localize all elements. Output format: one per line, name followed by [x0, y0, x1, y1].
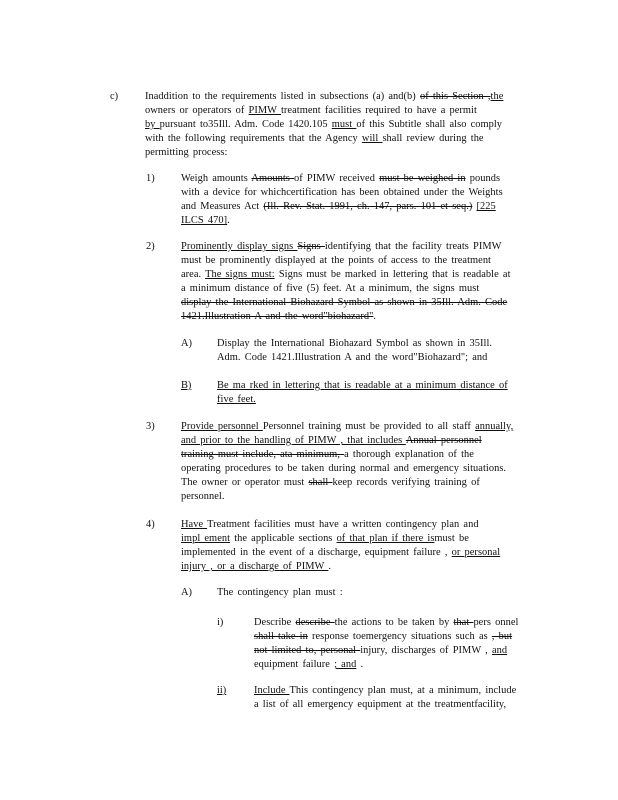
text-run: owners or operators of: [145, 105, 249, 116]
inserted-text: by: [145, 119, 160, 130]
deleted-text: (Ill. Rev. Stat. 1991, ch. 147, pars. 101 et seq.): [263, 201, 473, 212]
inserted-text: the: [490, 91, 504, 102]
item-marker-4: 4): [146, 519, 155, 530]
text-run: This contingency plan must, at a minimum, include: [289, 685, 517, 696]
inserted-text: and: [491, 645, 508, 656]
text-run: .: [356, 659, 364, 670]
text-run: response toemergency situations such as: [307, 631, 492, 642]
inserted-text: [225: [476, 201, 496, 212]
text-line: [181, 173, 500, 185]
text-run: equipment failure: [254, 659, 335, 670]
text-line: [217, 394, 256, 406]
text-run: and Measures Act: [181, 201, 264, 212]
text-run: Treatment facilities must have a written contingency plan and: [207, 519, 479, 530]
text-line: [254, 685, 516, 697]
text-run: Signs must be marked in lettering that is readable at: [274, 269, 511, 280]
text-line: [181, 561, 331, 573]
item-marker-2b: B): [181, 380, 192, 391]
text-line: [181, 255, 491, 267]
text-line: [145, 147, 227, 159]
item-marker-2: 2): [146, 241, 155, 252]
text-line: [181, 215, 230, 227]
deleted-text: must be weighed in: [379, 173, 466, 184]
deleted-text: not limited to, personal: [254, 645, 361, 656]
text-line: [254, 631, 512, 643]
text-run: a thorough explanation of the: [344, 449, 474, 460]
item-marker-3: 3): [146, 421, 155, 432]
text-line: [217, 352, 487, 364]
text-run: Weigh amounts: [181, 173, 252, 184]
text-run: injury, discharges of PIMW ,: [360, 645, 492, 656]
inserted-text: will: [361, 133, 383, 144]
deleted-text: shall: [308, 477, 333, 488]
text-line: [181, 421, 513, 433]
text-run: .: [328, 561, 332, 572]
deleted-text: Amounts: [251, 173, 295, 184]
text-run: operating procedures to be taken during normal and emergency situations.: [181, 463, 507, 474]
text-line: [217, 380, 508, 392]
deleted-text: Annual personnel: [405, 435, 482, 446]
text-run: of PIMW received: [294, 173, 380, 184]
text-line: [254, 617, 518, 629]
text-line: [181, 463, 506, 475]
text-line: [217, 338, 492, 350]
inserted-text: injury , or a discharge of PIMW: [181, 561, 329, 572]
inserted-text: Include: [254, 685, 290, 696]
inserted-text: or personal: [451, 547, 501, 558]
text-line: [181, 533, 469, 545]
inserted-text: of that plan if there is: [336, 533, 435, 544]
deleted-text: training must include, ata minimum,: [181, 449, 345, 460]
text-run: shall review during the: [382, 133, 484, 144]
inserted-text: Be ma rked in lettering that is readable at a minimum distance of: [217, 380, 508, 391]
deleted-text: display the International Biohazard Symbol as shown in 35Ill. Adm. Code: [181, 297, 508, 308]
item-marker-1: 1): [146, 173, 155, 184]
item-marker-4ai: i): [217, 617, 224, 628]
text-line: [181, 201, 496, 213]
deleted-text: Signs: [297, 241, 325, 252]
text-run: Describe: [254, 617, 296, 628]
deleted-text: 1421.Illustration A and the word"biohazard": [181, 311, 374, 322]
text-run: of this Subtitle shall also comply: [356, 119, 503, 130]
item-marker-2a: A): [181, 338, 192, 349]
text-line: [181, 283, 479, 295]
text-run: must be: [434, 533, 469, 544]
text-run: identifying that the facility treats PIMW: [324, 241, 502, 252]
text-run: personnel.: [181, 491, 225, 502]
text-run: pers onnel: [473, 617, 519, 628]
inserted-text: Have: [181, 519, 208, 530]
text-run: The owner or operator must: [181, 477, 309, 488]
deleted-text: of this Section ,: [419, 91, 491, 102]
inserted-text: annually,: [475, 421, 514, 432]
text-run: The contingency plan must :: [217, 587, 343, 598]
text-line: [181, 269, 511, 281]
inserted-text: PIMW: [248, 105, 281, 116]
text-run: Adm. Code 1421.Illustration A and the word"Biohazard"; and: [217, 352, 488, 363]
text-run: keep records verifying training of: [332, 477, 480, 488]
deleted-text: describe: [295, 617, 335, 628]
text-line: [145, 105, 477, 117]
inserted-text: The signs must:: [205, 269, 275, 280]
text-run: area.: [181, 269, 206, 280]
text-run: must be prominently displayed at the points of access to the treatment: [181, 255, 491, 266]
deleted-text: , but: [491, 631, 513, 642]
text-line: [254, 645, 507, 657]
text-line: [254, 699, 506, 711]
text-run: with the following requirements that the Agency: [145, 133, 362, 144]
text-line: [181, 297, 507, 309]
text-run: .: [227, 215, 230, 226]
inserted-text: Prominently display signs: [181, 241, 298, 252]
text-line: [181, 491, 225, 503]
text-run: a list of all emergency equipment at the treatmentfacility,: [254, 699, 507, 710]
text-run: a minimum distance of five (5) feet. At a minimum, the signs must: [181, 283, 480, 294]
text-run: Display the International Biohazard Symbol as shown in 35Ill.: [217, 338, 493, 349]
text-run: implemented in the event of a discharge, equipment failure ,: [181, 547, 452, 558]
inserted-text: ILCS 470]: [181, 215, 228, 226]
text-run: treatment facilities required to have a permit: [280, 105, 477, 116]
text-run: Personnel training must be provided to all staff: [262, 421, 476, 432]
text-run: pursuant to35Ill. Adm. Code 1420.105: [159, 119, 332, 130]
inserted-text: must: [331, 119, 357, 130]
text-line: [217, 587, 343, 599]
inserted-text: and prior to the handling of PIMW , that includes: [181, 435, 406, 446]
item-marker-c: c): [110, 91, 119, 102]
text-run: the applicable sections: [230, 533, 337, 544]
text-line: [254, 659, 363, 671]
text-line: [181, 449, 474, 461]
text-line: [181, 519, 479, 531]
text-line: [181, 477, 480, 489]
text-line: [181, 187, 503, 199]
text-run: pounds: [465, 173, 501, 184]
inserted-text: impl ement: [181, 533, 231, 544]
text-line: [145, 119, 502, 131]
item-marker-4aii: ii): [217, 685, 227, 696]
item-marker-4a: A): [181, 587, 192, 598]
text-run: with a device for whichcertification has been obtained under the Weights: [181, 187, 503, 198]
text-line: [181, 435, 482, 447]
text-line: [181, 547, 500, 559]
inserted-text: ; and: [334, 659, 357, 670]
deleted-text: that: [453, 617, 474, 628]
text-run: Inaddition to the requirements listed in subsections (a) and(b): [145, 91, 420, 102]
text-line: [181, 311, 376, 323]
text-run: .: [373, 311, 377, 322]
inserted-text: five feet.: [217, 394, 256, 405]
text-line: [181, 241, 501, 253]
text-line: [145, 91, 503, 103]
deleted-text: shall take in: [254, 631, 308, 642]
text-line: [145, 133, 484, 145]
text-run: permitting process:: [145, 147, 228, 158]
inserted-text: Provide personnel: [181, 421, 263, 432]
text-run: the actions to be taken by: [334, 617, 454, 628]
